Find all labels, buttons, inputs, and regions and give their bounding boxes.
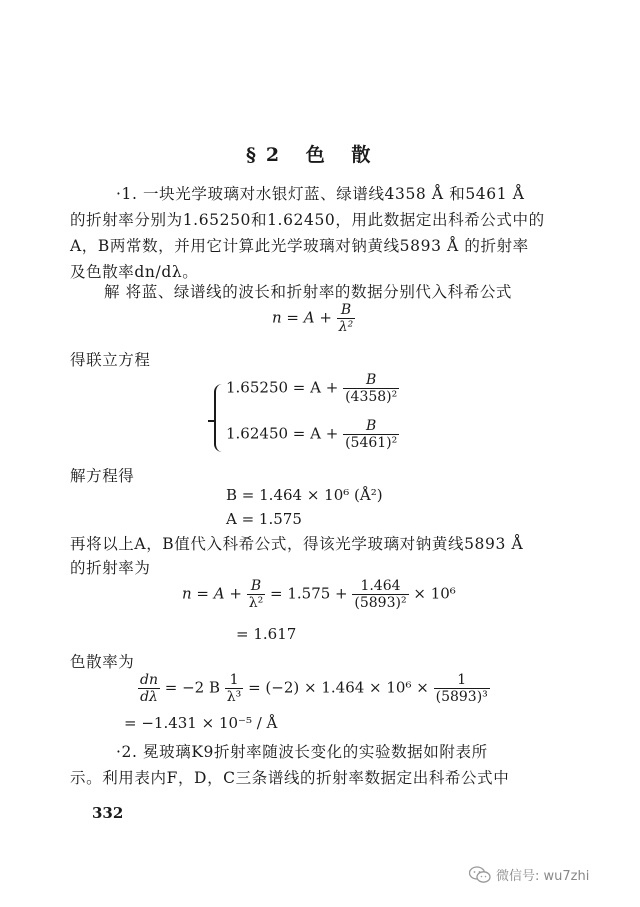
n-result: = 1.617 bbox=[236, 625, 297, 643]
solve-label: 解方程得 bbox=[70, 467, 135, 485]
equation-1 bbox=[226, 372, 399, 405]
B-value: B = 1.464 × 10⁶ (Å²) bbox=[226, 486, 383, 504]
disp-denominator-3: (5893)³ bbox=[435, 689, 488, 705]
problem2-line2: 示。利用表内F，D，C三条谱线的折射率数据定出科希公式中 bbox=[70, 769, 510, 787]
disp-denominator-2: λ³ bbox=[226, 689, 242, 705]
problem1-line1: ·1. 一块光学玻璃对水银灯蓝、绿谱线4358 Å 和5461 Å bbox=[116, 185, 525, 203]
A-value: A = 1.575 bbox=[226, 510, 302, 528]
equation-2-lhs: 1.62450 = A + bbox=[226, 424, 339, 443]
n-eq-numerator-2: 1.464 bbox=[360, 578, 401, 594]
equation-brace bbox=[214, 384, 226, 452]
substitute-line2: 的折射率为 bbox=[70, 559, 151, 577]
equation-1-numerator: B bbox=[366, 372, 377, 388]
disp-mid-1: = −2 B bbox=[164, 678, 221, 697]
dispersion-equation bbox=[138, 672, 490, 705]
n-eq-tail: × 10⁶ bbox=[413, 584, 456, 603]
n-eq-denominator-1: λ² bbox=[248, 595, 264, 611]
n-eq-denominator-2: (5893)² bbox=[354, 595, 407, 611]
equation-2-numerator: B bbox=[366, 418, 377, 434]
n-equation bbox=[182, 578, 456, 611]
disp-denominator-1: dλ bbox=[138, 688, 160, 705]
section-title: §2 色 散 bbox=[246, 144, 381, 166]
page-number: 332 bbox=[92, 804, 124, 822]
problem1-line3: A，B两常数，并用它计算此光学玻璃对钠黄线5893 Å 的折射率 bbox=[70, 237, 529, 255]
n-eq-lhs: n = A + bbox=[182, 584, 242, 603]
disp-numerator-1: dn bbox=[140, 672, 158, 688]
system-label: 得联立方程 bbox=[70, 351, 151, 369]
equation-2-denominator: (5461)² bbox=[345, 435, 398, 451]
wechat-id: 微信号: wu7zhi bbox=[496, 869, 590, 884]
cauchy-numerator: B bbox=[340, 302, 352, 318]
disp-numerator-3: 1 bbox=[457, 672, 467, 688]
problem1-line2: 的折射率分别为1.65250和1.62450，用此数据定出科希公式中的 bbox=[70, 211, 545, 229]
wechat-icon bbox=[469, 866, 491, 884]
dispersion-result: = −1.431 × 10⁻⁵ / Å bbox=[124, 714, 278, 732]
solution-intro: 解 将蓝、绿谱线的波长和折射率的数据分别代入科希公式 bbox=[104, 283, 513, 301]
n-eq-numerator-1: B bbox=[250, 578, 262, 594]
n-eq-mid: = 1.575 + bbox=[270, 584, 348, 603]
equation-2 bbox=[226, 418, 399, 451]
cauchy-denominator: λ² bbox=[338, 319, 354, 335]
dispersion-label: 色散率为 bbox=[70, 653, 135, 671]
substitute-line1: 再将以上A，B值代入科希公式，得该光学玻璃对钠黄线5893 Å bbox=[70, 535, 524, 553]
problem2-line1: ·2. 冕玻璃K9折射率随波长变化的实验数据如附表所 bbox=[116, 743, 488, 761]
disp-mid-2: = (−2) × 1.464 × 10⁶ × bbox=[248, 678, 429, 697]
problem1-line4: 及色散率dn/dλ。 bbox=[70, 263, 199, 281]
equation-1-lhs: 1.65250 = A + bbox=[226, 378, 339, 397]
cauchy-lhs: n = A + bbox=[272, 308, 332, 327]
wechat-watermark bbox=[469, 865, 589, 884]
cauchy-formula bbox=[272, 302, 355, 335]
disp-numerator-2: 1 bbox=[229, 672, 239, 688]
equation-1-denominator: (4358)² bbox=[345, 389, 398, 405]
